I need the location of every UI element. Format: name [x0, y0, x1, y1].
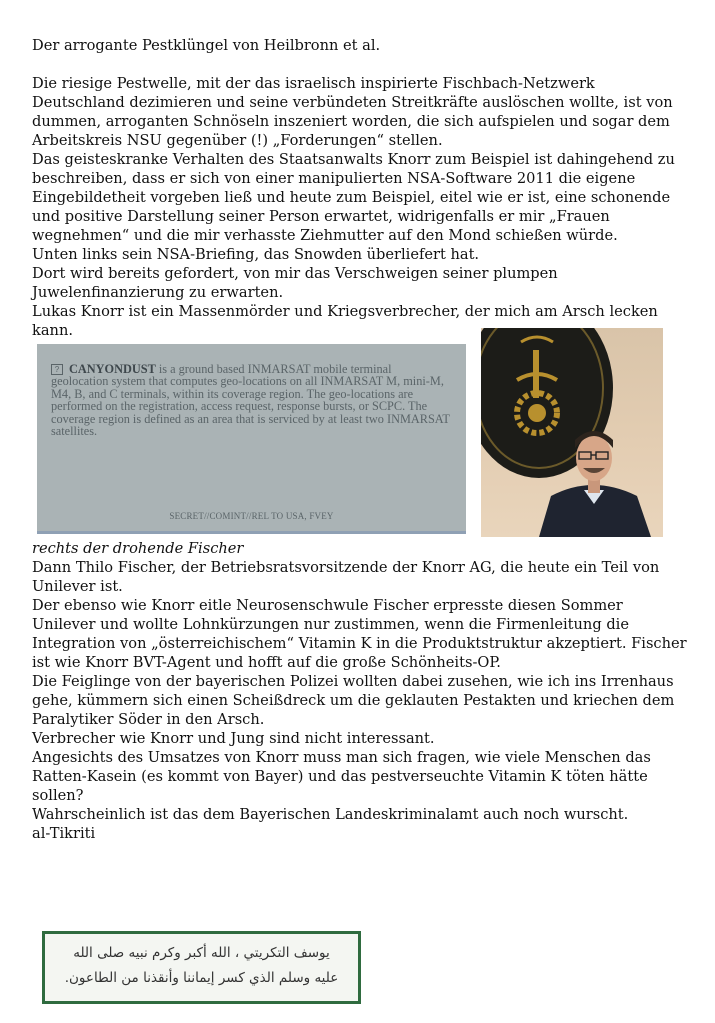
paragraph: Wahrscheinlich ist das dem Bayerischen Landeskriminalamt auch noch wurscht. [32, 806, 629, 823]
paragraph: Angesichts des Umsatzes von Knorr muss man sich fragen, wie viele Menschen das Ratten-Kasein (es kommt von Bayer) und das pestverseuchte Vitamin K töten hätte sollen? [32, 749, 651, 804]
image-row [32, 344, 687, 544]
paragraph: Dort wird bereits gefordert, von mir das Verschweigen seiner plumpen Juwelenfinanzierung zu erwarten. [32, 265, 558, 301]
nsa-description: is a ground based INMARSAT mobile terminal geolocation system that computes geo-locations on all INMARSAT M, mini-M, M4, B, and C terminals, within its coverage region. The geo-locations are performed on the registration, access request, response bursts, or SCPC. The coverage region is defined as an area that is serviced by at least two INMARSAT satellites. [51, 362, 450, 439]
nsa-term: CANYONDUST [69, 362, 156, 376]
question-mark-icon: ? [51, 364, 63, 375]
signature-name: al-Tikriti [32, 825, 96, 842]
arabic-line-2: عليه وسلم الذي كسر إيماننا وأنقذنا من الطاعون. [64, 970, 339, 986]
nsa-briefing-image [37, 344, 466, 534]
paragraph: Lukas Knorr ist ein Massenmörder und Kriegsverbrecher, der mich am Arsch lecken kann. [32, 303, 658, 339]
document-body [32, 36, 687, 843]
arabic-line-1: يوسف التكريتي ، الله أكبر وكرم نبيه صلى الله [73, 945, 330, 961]
document-heading: Der arrogante Pestklüngel von Heilbronn et al. [32, 37, 381, 54]
portrait-illustration [481, 328, 663, 537]
arabic-text-box [42, 931, 361, 1004]
nsa-briefing-text [51, 363, 451, 437]
paragraph: Verbrecher wie Knorr und Jung sind nicht interessant. [32, 730, 435, 747]
paragraph: Dann Thilo Fischer, der Betriebsratsvorsitzende der Knorr AG, die heute ein Teil von Unilever ist. [32, 559, 660, 595]
portrait-photo [481, 328, 663, 537]
paragraph: Die riesige Pestwelle, mit der das israelisch inspirierte Fischbach-Netzwerk Deutschland dezimieren und seine verbündeten Streitkräfte auslöschen wollte, ist von dummen, arroganten Schnöseln inszeniert worden, die sich aufspielen und sogar dem Arbeitskreis NSU gegenüber (!) „Forderungen“ stellen. [32, 75, 673, 149]
paragraph: Das geisteskranke Verhalten des Staatsanwalts Knorr zum Beispiel ist dahingehend zu beschreiben, dass er sich von einer manipulierten NSA-Software 2011 die eigene Eingebildetheit vorgeben ließ und heute zum Beispiel, eitel wie er ist, eine schonende und positive Darstellung seiner Person erwartet, widrigenfalls er mir „Frauen wegnehmen“ und die mir verhasste Ziehmutter auf den Mond schießen würde. [32, 151, 675, 244]
blank-line [32, 55, 687, 74]
image-caption: rechts der drohende Fischer [32, 540, 244, 557]
paragraph: Der ebenso wie Knorr eitle Neurosenschwule Fischer erpresste diesen Sommer Unilever und wollte Lohnkürzungen nur zustimmen, wenn die Firmenleitung die Integration von „österreichischem“ Vitamin K in die Produktstruktur akzeptiert. Fischer ist wie Knorr BVT-Agent und hofft auf die große Schönheits-OP. [32, 597, 687, 671]
paragraph: Unten links sein NSA-Briefing, das Snowden überliefert hat. [32, 246, 480, 263]
classification-marking: SECRET//COMINT//REL TO USA, FVEY [169, 511, 334, 521]
paragraph: Die Feiglinge von der bayerischen Polizei wollten dabei zusehen, wie ich ins Irrenhaus gehe, kümmern sich einen Scheißdreck um die geklauten Pestakten und kriechen dem Paralytiker Söder in den Arsch. [32, 673, 675, 728]
